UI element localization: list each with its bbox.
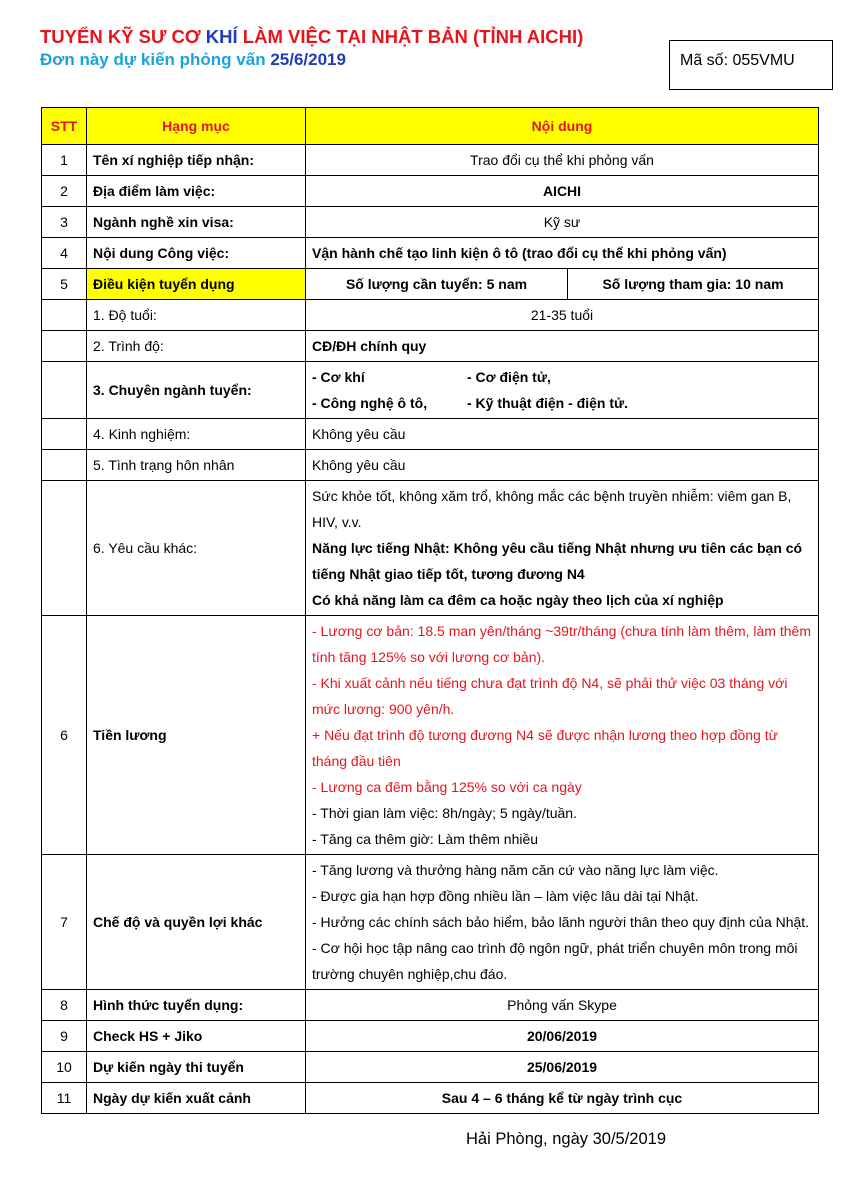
header-item: Hạng mục <box>87 108 306 145</box>
interview-date: 25/6/2019 <box>270 50 346 69</box>
table-row: 3 Ngành nghề xin visa: Kỹ sư <box>42 207 819 238</box>
order-code: Mã số: 055VMU <box>669 40 833 90</box>
header-content: Nội dung <box>306 108 819 145</box>
table-row: 2 Địa điểm làm việc: AICHI <box>42 176 819 207</box>
table-row: 1 Tên xí nghiệp tiếp nhận: Trao đổi cụ thể khi phỏng vấn <box>42 145 819 176</box>
other-requirements: Sức khỏe tốt, không xăm trổ, không mắc các bệnh truyền nhiễm: viêm gan B, HIV, v.v. Năng lực tiếng Nhật: Không yêu cầu tiếng Nhật nhưng ưu tiên các bạn có tiếng Nhật giao tiếp tốt, tương đương N4 Có khả năng làm ca đêm ca hoặc ngày theo lịch của xí nghiệp <box>306 481 819 616</box>
table-row: 1. Độ tuổi: 21-35 tuổi <box>42 300 819 331</box>
table-row: 9 Check HS + Jiko 20/06/2019 <box>42 1021 819 1052</box>
table-row: 7 Chế độ và quyền lợi khác - Tăng lương và thưởng hàng năm căn cứ vào năng lực làm việc. - Được gia hạn hợp đồng nhiều lần – làm việc lâu dài tại Nhật. - Hưởng các chính sách bảo hiểm, bảo lãnh người thân theo quy định của Nhật. - Cơ hội học tập nâng cao trình độ ngôn ngữ, phát triển chuyên môn trong môi trường chuyên nghiệp,chu đáo. <box>42 855 819 990</box>
table-row: 2. Trình độ: CĐ/ĐH chính quy <box>42 331 819 362</box>
table-row: 5 Điều kiện tuyển dụng Số lượng cần tuyển: 5 nam Số lượng tham gia: 10 nam <box>42 269 819 300</box>
table-row: 4 Nội dung Công việc: Vận hành chế tạo linh kiện ô tô (trao đổi cụ thể khi phỏng vấn) <box>42 238 819 269</box>
table-row: 8 Hình thức tuyển dụng: Phỏng vấn Skype <box>42 990 819 1021</box>
signature-date: Hải Phòng, ngày 30/5/2019 <box>466 1130 666 1148</box>
table-row: 10 Dự kiến ngày thi tuyển 25/06/2019 <box>42 1052 819 1083</box>
interview-subtitle: Đơn này dự kiến phỏng vấn 25/6/2019 <box>40 50 346 69</box>
document-title: TUYỂN KỸ SƯ CƠ KHÍ LÀM VIỆC TẠI NHẬT BẢN (TỈNH AICHI) <box>40 26 584 47</box>
salary-details: - Lương cơ bản: 18.5 man yên/tháng ~39tr/tháng (chưa tính làm thêm, làm thêm tính tăng 125% so với lương cơ bản). - Khi xuất cảnh nếu tiếng chưa đạt trình độ N4, sẽ phải thử việc 03 tháng với mức lương: 900 yên/h. + Nếu đạt trình độ tương đương N4 sẽ được nhận lương theo hợp đồng từ tháng đầu tiên - Lương ca đêm bằng 125% so với ca ngày - Thời gian làm việc: 8h/ngày; 5 ngày/tuần. - Tăng ca thêm giờ: Làm thêm nhiều <box>306 616 819 855</box>
header-stt: STT <box>42 108 87 145</box>
benefits-details: - Tăng lương và thưởng hàng năm căn cứ vào năng lực làm việc. - Được gia hạn hợp đồng nhiều lần – làm việc lâu dài tại Nhật. - Hưởng các chính sách bảo hiểm, bảo lãnh người thân theo quy định của Nhật. - Cơ hội học tập nâng cao trình độ ngôn ngữ, phát triển chuyên môn trong môi trường chuyên nghiệp,chu đáo. <box>306 855 819 990</box>
table-row: 3. Chuyên ngành tuyển: - Cơ khí - Cơ điện tử, - Công nghệ ô tô, - Kỹ thuật điện - điện tử. <box>42 362 819 419</box>
job-details-table <box>41 107 819 1114</box>
table-row: 6. Yêu cầu khác: Sức khỏe tốt, không xăm trổ, không mắc các bệnh truyền nhiễm: viêm gan B, HIV, v.v. Năng lực tiếng Nhật: Không yêu cầu tiếng Nhật nhưng ưu tiên các bạn có tiếng Nhật giao tiếp tốt, tương đương N4 Có khả năng làm ca đêm ca hoặc ngày theo lịch của xí nghiệp <box>42 481 819 616</box>
table-row: 6 Tiền lương - Lương cơ bản: 18.5 man yên/tháng ~39tr/tháng (chưa tính làm thêm, làm thêm tính tăng 125% so với lương cơ bản). - Khi xuất cảnh nếu tiếng chưa đạt trình độ N4, sẽ phải thử việc 03 tháng với mức lương: 900 yên/h. + Nếu đạt trình độ tương đương N4 sẽ được nhận lương theo hợp đồng từ tháng đầu tiên - Lương ca đêm bằng 125% so với ca ngày - Thời gian làm việc: 8h/ngày; 5 ngày/tuần. - Tăng ca thêm giờ: Làm thêm nhiều <box>42 616 819 855</box>
table-row: 5. Tình trạng hôn nhân Không yêu cầu <box>42 450 819 481</box>
table-row: 4. Kinh nghiệm: Không yêu cầu <box>42 419 819 450</box>
table-header-row <box>42 108 819 145</box>
table-row: 11 Ngày dự kiến xuất cảnh Sau 4 – 6 tháng kể từ ngày trình cục <box>42 1083 819 1114</box>
majors-list: - Cơ khí - Cơ điện tử, - Công nghệ ô tô, - Kỹ thuật điện - điện tử. <box>306 362 819 419</box>
